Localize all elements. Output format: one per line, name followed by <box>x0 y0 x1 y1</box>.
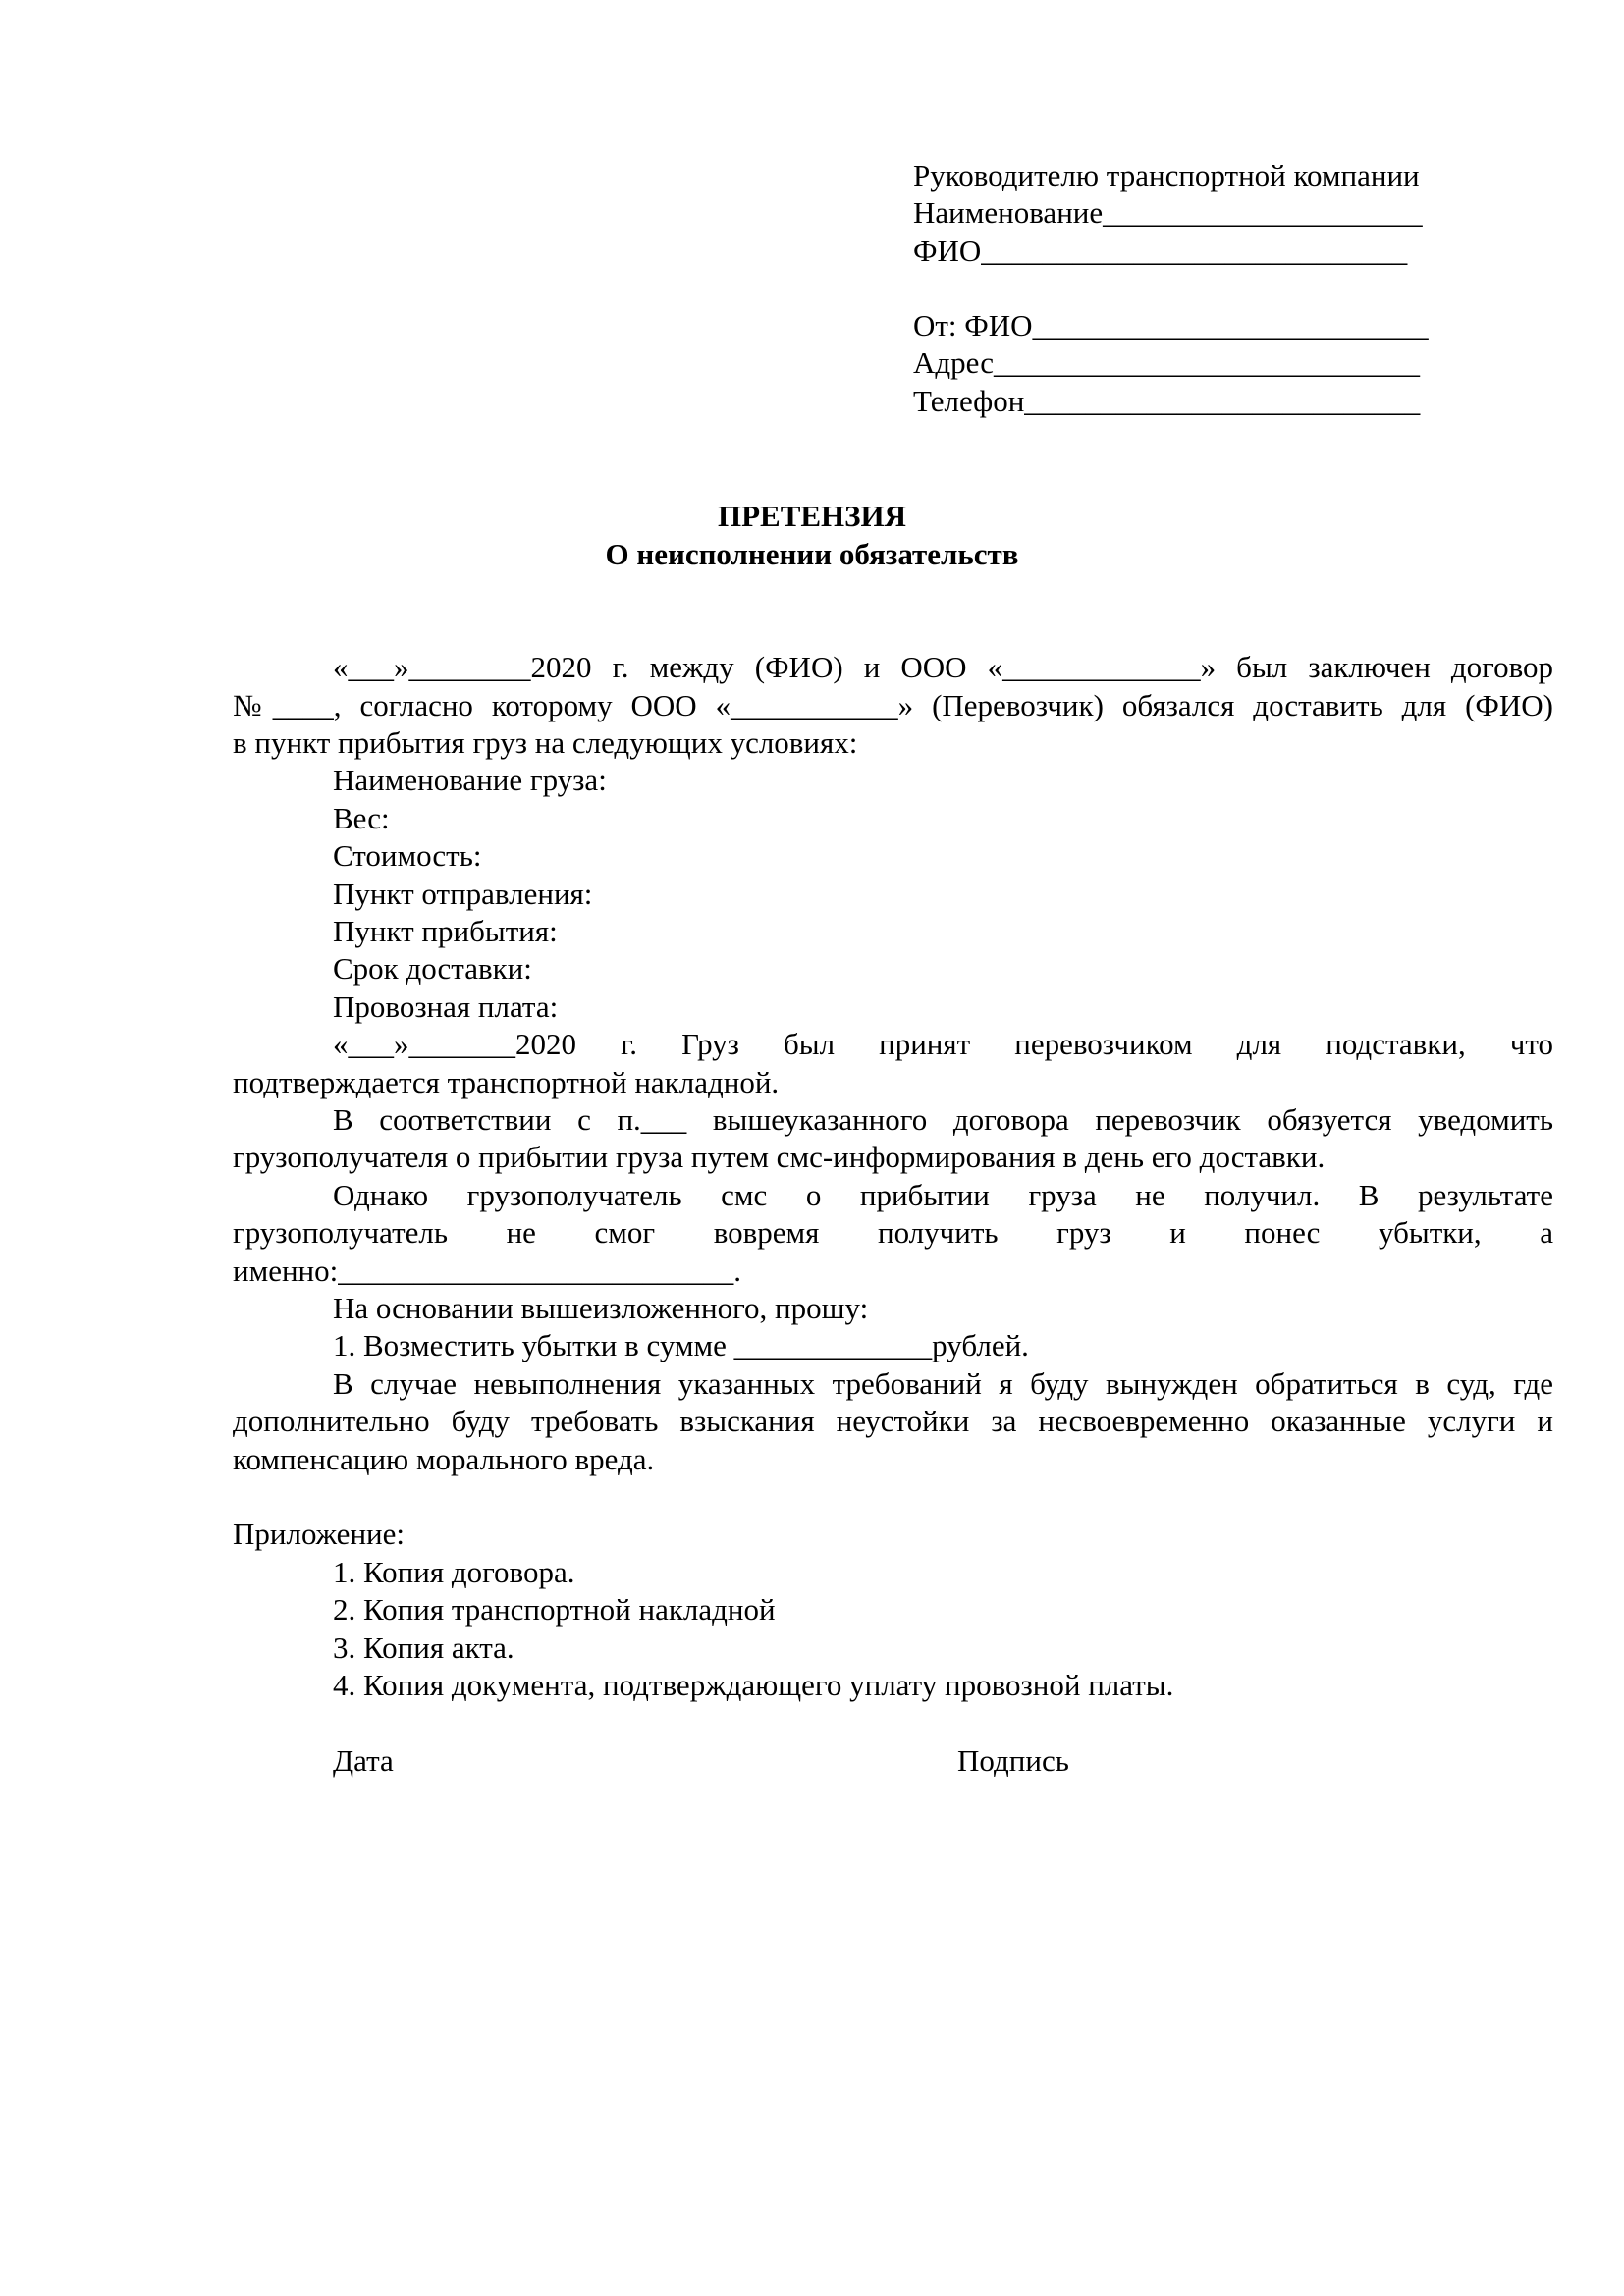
sender-line-address: Адрес____________________________ <box>913 346 1420 380</box>
paragraph-cargo-accepted-line-2: подтверждается транспортной накладной. <box>233 1065 780 1099</box>
paragraph-court-line-3: компенсацию морального вреда. <box>233 1442 655 1476</box>
addressee-line-head: Руководителю транспортной компании <box>913 158 1420 192</box>
paragraph-notification-line-1: В соответствии с п.___ вышеуказанного договора перевозчик обязуется уведомить <box>333 1102 1553 1137</box>
condition-departure-point: Пункт отправления: <box>333 877 593 911</box>
appendix-item: 4. Копия документа, подтверждающего уплату провозной платы. <box>333 1668 1174 1702</box>
paragraph-contract-line-1: «___»________2020 г. между (ФИО) и ООО «_____________» был заключен договор <box>333 650 1553 684</box>
sender-line-phone: Телефон__________________________ <box>913 384 1421 418</box>
sender-line-fio: От: ФИО__________________________ <box>913 308 1429 343</box>
condition-cost: Стоимость: <box>333 838 482 873</box>
paragraph-losses-line-1: Однако грузополучатель смс о прибытии груза не получил. В результате <box>333 1178 1553 1212</box>
addressee-line-company-name: Наименование_____________________ <box>913 195 1423 230</box>
document-subtitle: О неисполнении обязательств <box>605 537 1019 571</box>
paragraph-request-intro: На основании вышеизложенного, прошу: <box>333 1291 869 1325</box>
appendix-label: Приложение: <box>233 1517 405 1551</box>
signature-label: Подпись <box>957 1743 1069 1778</box>
condition-cargo-name: Наименование груза: <box>333 763 607 797</box>
date-label: Дата <box>333 1743 394 1778</box>
condition-freight-fee: Провозная плата: <box>333 989 559 1024</box>
paragraph-losses-line-3: именно:__________________________. <box>233 1254 742 1288</box>
condition-weight: Вес: <box>333 801 390 835</box>
appendix-item: 1. Копия договора. <box>333 1555 575 1589</box>
paragraph-court-line-2: дополнительно буду требовать взыскания неустойки за несвоевременно оказанные услуги и <box>233 1404 1553 1438</box>
paragraph-cargo-accepted-line-1: «___»_______2020 г. Груз был принят перевозчиком для подставки, что <box>333 1027 1553 1061</box>
condition-delivery-term: Срок доставки: <box>333 951 532 986</box>
paragraph-losses-line-2: грузополучатель не смог вовремя получить груз и понес убытки, а <box>233 1215 1553 1250</box>
appendix-item: 3. Копия акта. <box>333 1630 514 1665</box>
paragraph-court-line-1: В случае невыполнения указанных требований я буду вынужден обратиться в суд, где <box>333 1366 1553 1401</box>
paragraph-contract-line-3: в пункт прибытия груз на следующих условиях: <box>233 725 858 760</box>
addressee-line-fio: ФИО____________________________ <box>913 234 1408 268</box>
condition-arrival-point: Пункт прибытия: <box>333 914 558 948</box>
paragraph-contract-line-2: №____, согласно которому ООО «___________» (Перевозчик) обязался доставить для (ФИО) <box>233 688 1553 722</box>
appendix-item: 2. Копия транспортной накладной <box>333 1592 776 1627</box>
paragraph-notification-line-2: грузополучателя о прибытии груза путем смс-информирования в день его доставки. <box>233 1140 1326 1174</box>
document-title: ПРЕТЕНЗИЯ <box>717 499 907 533</box>
request-item-1: 1. Возместить убытки в сумме _____________рублей. <box>333 1328 1029 1362</box>
